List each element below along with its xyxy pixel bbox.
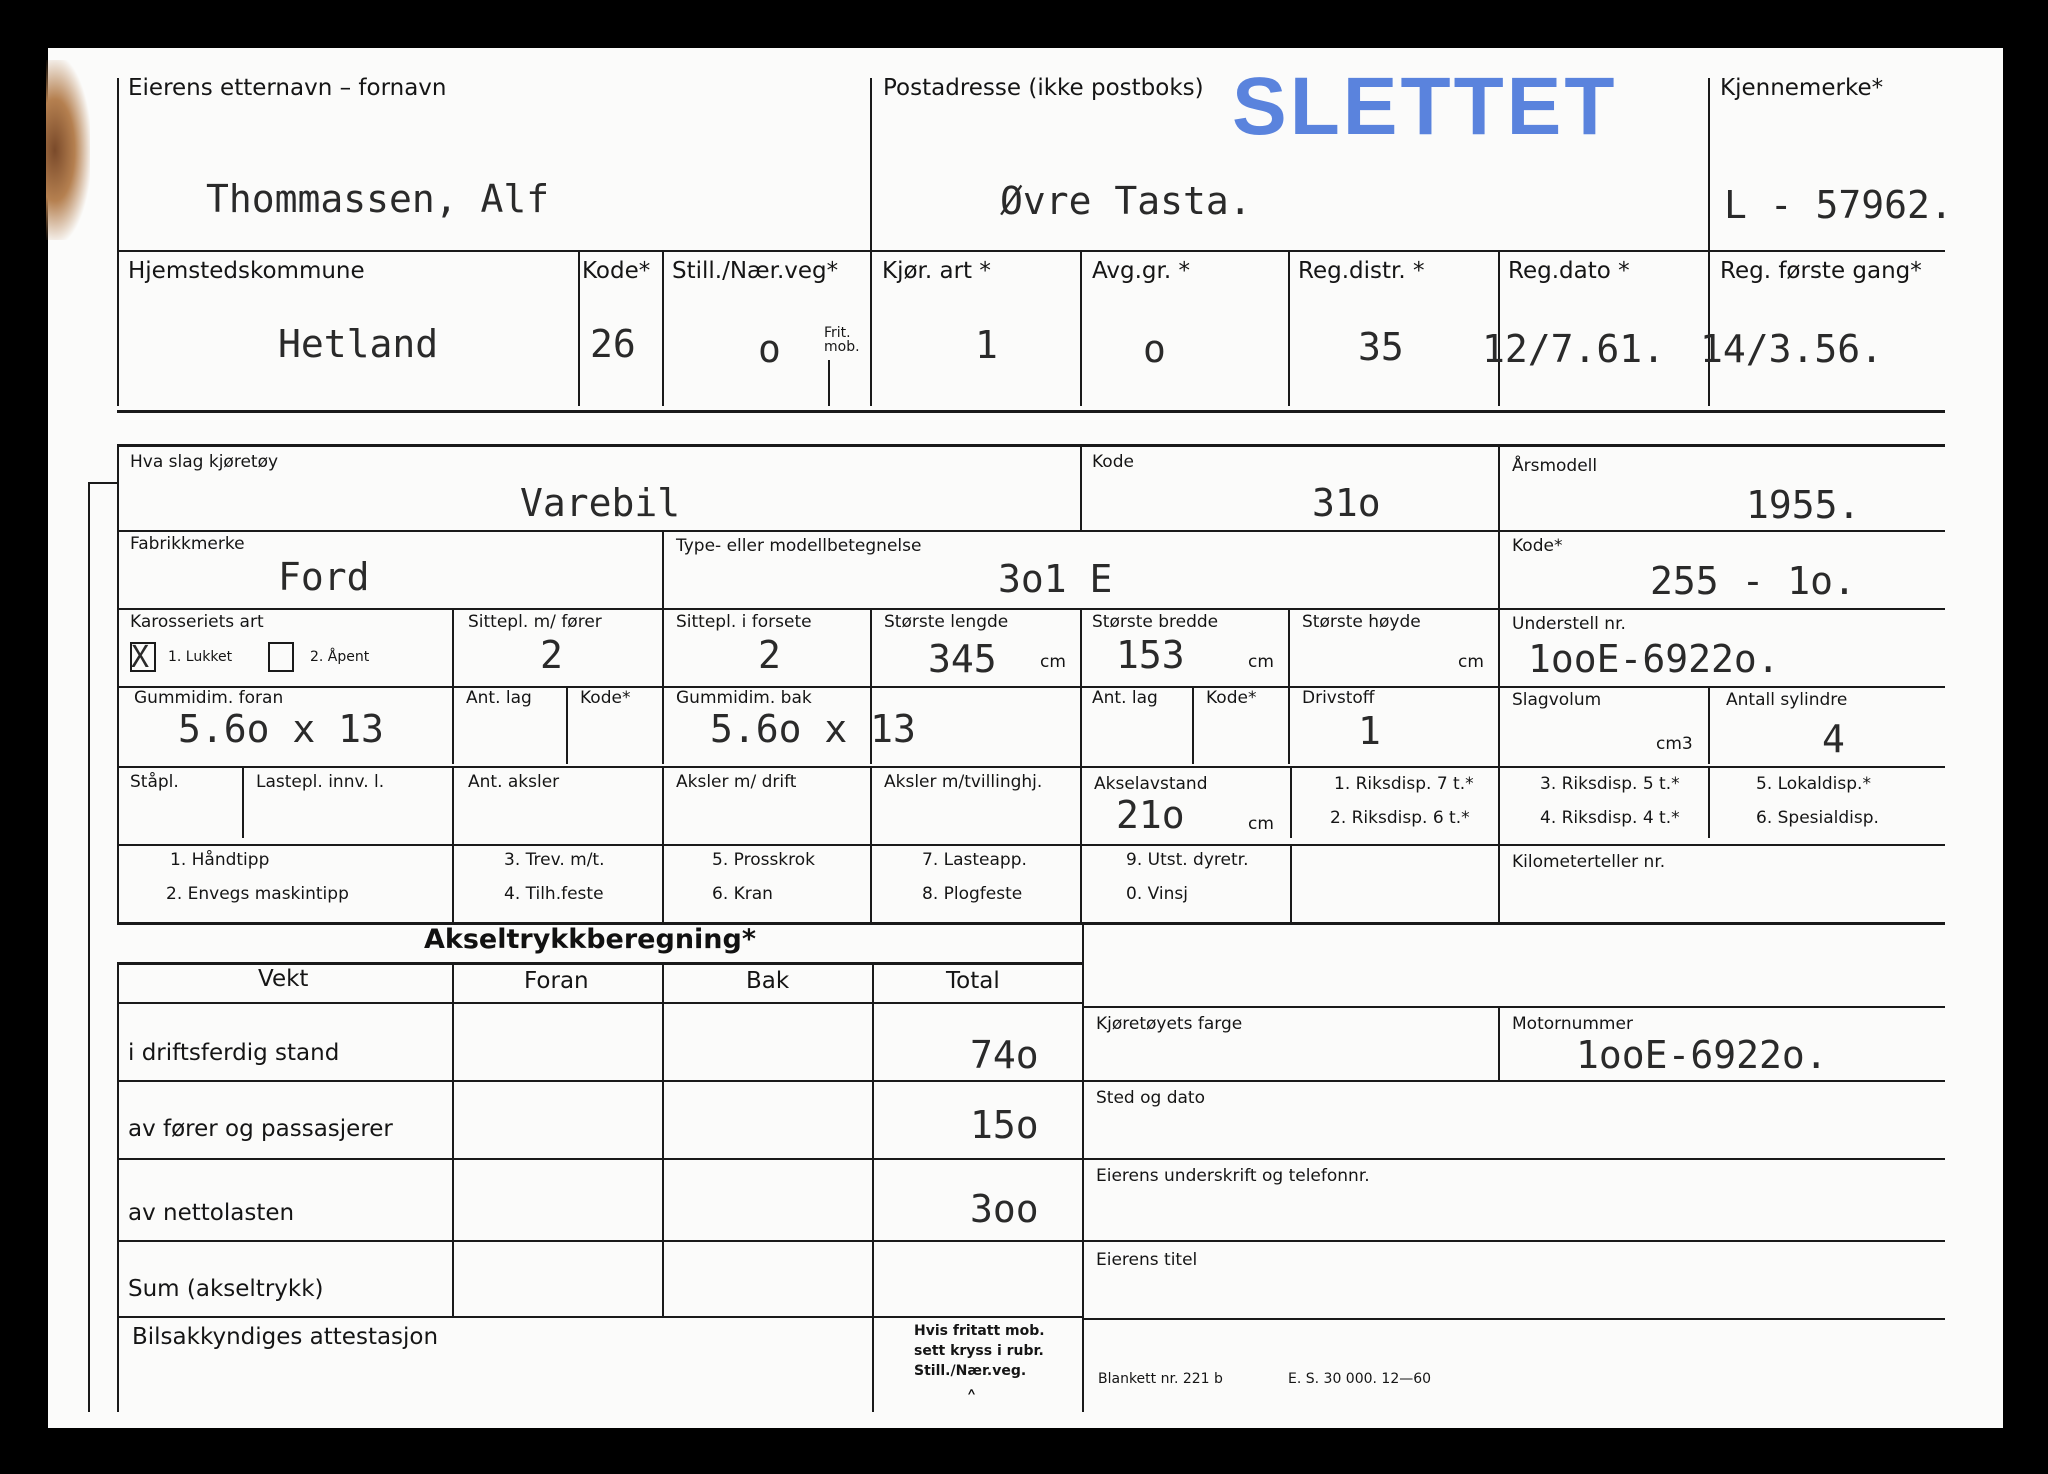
frame-line [452, 964, 454, 1316]
forste-value: 14/3.56. [1700, 327, 1884, 371]
equip8-label: 8. Plogfeste [922, 884, 1023, 904]
bredde-label: Største bredde [1092, 612, 1219, 632]
frame-line [117, 250, 1945, 252]
gummi-bak-value: 5.6o x 13 [710, 707, 916, 751]
owner-value: Thommassen, Alf [206, 177, 550, 221]
frame-line [566, 688, 568, 764]
frame-line [578, 252, 580, 406]
equip1-label: 1. Håndtipp [170, 850, 270, 870]
forste-label: Reg. første gang* [1720, 258, 1922, 284]
kode2-value: 255 - 1o. [1650, 559, 1856, 603]
sitt-forer-label: Sittepl. m/ fører [468, 612, 602, 632]
sitt-forsete-value: 2 [758, 633, 781, 677]
plate-label: Kjennemerke* [1720, 75, 1884, 101]
col-vekt: Vekt [258, 966, 309, 992]
row-total: 15o [970, 1103, 1039, 1147]
frame-line [1082, 924, 1084, 1412]
attest-label: Bilsakkyndiges attestasjon [132, 1324, 439, 1350]
lastepl-label: Lastepl. innv. l. [256, 772, 385, 792]
drivstoff-value: 1 [1358, 709, 1381, 753]
regdistr-value: 35 [1358, 325, 1404, 369]
lengde-label: Største lengde [884, 612, 1009, 632]
equip4-label: 4. Tilh.feste [504, 884, 604, 904]
sylindre-value: 4 [1822, 717, 1845, 761]
kode-bak-label: Kode* [1206, 688, 1257, 708]
km-label: Kilometerteller nr. [1512, 852, 1666, 872]
drivstoff-label: Drivstoff [1302, 688, 1375, 708]
frame-line [1192, 688, 1194, 764]
model-value: 3o1 E [998, 557, 1113, 601]
type-label: Hva slag kjøretøy [130, 452, 279, 472]
slettet-stamp: SLETTET [1232, 61, 1618, 152]
riks1-label: 1. Riksdisp. 7 t.* [1334, 774, 1474, 794]
understell-value: 1ooE-6922o. [1528, 637, 1780, 681]
col-total: Total [946, 968, 1000, 994]
row-label: Sum (akseltrykk) [128, 1276, 324, 1302]
still-note: Frit. mob. [824, 325, 860, 355]
home-label: Hjemstedskommune [128, 258, 365, 284]
frame-line [1084, 1318, 1945, 1320]
year-label: Årsmodell [1512, 456, 1598, 476]
still-value: o [758, 327, 781, 371]
frame-line [117, 1240, 1083, 1242]
regdato-value: 12/7.61. [1482, 327, 1666, 371]
row-label: av nettolasten [128, 1200, 295, 1226]
col-foran: Foran [524, 968, 589, 994]
riks3-label: 3. Riksdisp. 5 t.* [1540, 774, 1680, 794]
hoyde-unit: cm [1458, 652, 1484, 672]
gummi-foran-value: 5.6o x 13 [178, 707, 384, 751]
checkbox-mark: X [131, 640, 150, 675]
frame-line [117, 922, 1945, 925]
year-value: 1955. [1746, 483, 1861, 527]
akselavstand-label: Akselavstand [1094, 774, 1208, 794]
karosseri-label: Karosseriets art [130, 612, 264, 632]
home-value: Hetland [278, 322, 439, 366]
frame-line [117, 1080, 1083, 1082]
row-total: 74o [970, 1033, 1039, 1077]
frame-line [117, 444, 1945, 447]
kjor-value: 1 [975, 323, 998, 367]
kode-label: Kode* [582, 258, 651, 284]
type-value: Varebil [520, 481, 681, 525]
frame-line [828, 360, 830, 406]
riks2-label: 2. Riksdisp. 6 t.* [1330, 808, 1470, 828]
avg-label: Avg.gr. * [1092, 258, 1190, 284]
frame-line [1498, 446, 1500, 922]
frame-line [1080, 252, 1082, 406]
frame-line [1498, 1006, 1500, 1080]
frame-line [1080, 446, 1082, 530]
frame-line [1290, 846, 1292, 922]
motor-value: 1ooE-6922o. [1576, 1033, 1828, 1077]
gummi-bak-label: Gummidim. bak [676, 688, 812, 708]
axle-calc-title: Akseltrykkberegning* [424, 924, 756, 955]
avg-value: o [1143, 327, 1166, 371]
kode-vehicle-value: 31o [1312, 481, 1381, 525]
arrow-up-icon: ˄ [966, 1388, 977, 1413]
aksler-drift-label: Aksler m/ drift [676, 772, 797, 792]
regdato-label: Reg.dato * [1508, 258, 1630, 284]
row-label: av fører og passasjerer [128, 1116, 393, 1142]
frame-line [117, 766, 1945, 768]
frame-line [662, 964, 664, 1316]
stapl-label: Ståpl. [130, 772, 179, 792]
frame-line [117, 444, 119, 924]
row-label: i driftsferdig stand [128, 1040, 340, 1066]
frame-line [1708, 688, 1710, 764]
frame-line [117, 844, 1945, 846]
antlag-label: Ant. lag [466, 688, 532, 708]
akselavstand-unit: cm [1248, 814, 1274, 834]
frame-line [117, 962, 119, 1412]
equip9-label: 9. Utst. dyretr. [1126, 850, 1249, 870]
kjor-label: Kjør. art * [882, 258, 991, 284]
kode-tyre-label: Kode* [580, 688, 631, 708]
sylindre-label: Antall sylindre [1726, 690, 1848, 710]
kode-value: 26 [590, 322, 636, 366]
address-value: Øvre Tasta. [1000, 179, 1252, 223]
frame-line [88, 482, 118, 484]
farge-label: Kjøretøyets farge [1096, 1014, 1243, 1034]
checkbox-apent[interactable] [268, 642, 294, 672]
opt1-label: 1. Lukket [168, 649, 233, 665]
frame-line [88, 482, 90, 1412]
make-label: Fabrikkmerke [130, 534, 245, 554]
frame-line [872, 964, 874, 1412]
frame-line [1084, 1080, 1945, 1082]
aksler-tvilling-label: Aksler m/tvillinghj. [884, 772, 1043, 792]
lengde-value: 345 [928, 637, 997, 681]
frame-line [1290, 768, 1292, 838]
frame-line [1708, 768, 1710, 838]
equip5-label: 5. Prosskrok [712, 850, 816, 870]
kode2-label: Kode* [1512, 536, 1563, 556]
note-line1: Hvis fritatt mob. [914, 1323, 1045, 1339]
spesial-label: 6. Spesialdisp. [1756, 808, 1879, 828]
understell-label: Understell nr. [1512, 614, 1626, 634]
akselavstand-value: 21o [1116, 793, 1185, 837]
lengde-unit: cm [1040, 652, 1066, 672]
kode-vehicle-label: Kode [1092, 452, 1134, 472]
equip0-label: 0. Vinsj [1126, 884, 1188, 904]
equip7-label: 7. Lasteapp. [922, 850, 1027, 870]
frame-line [117, 1002, 1083, 1004]
slagvolum-unit: cm3 [1656, 734, 1693, 754]
bredde-unit: cm [1248, 652, 1274, 672]
antlag-bak-label: Ant. lag [1092, 688, 1158, 708]
frame-line [242, 768, 244, 838]
frame-line [117, 78, 119, 406]
lokal-label: 5. Lokaldisp.* [1756, 774, 1871, 794]
equip3-label: 3. Trev. m/t. [504, 850, 605, 870]
gummi-foran-label: Gummidim. foran [134, 688, 284, 708]
equip2-label: 2. Envegs maskintipp [166, 884, 349, 904]
frame-line [117, 410, 1945, 413]
sitt-forer-value: 2 [540, 633, 563, 677]
note-line3: Still./Nær.veg. [914, 1363, 1027, 1379]
frame-line [662, 532, 664, 764]
frame-line [117, 686, 1945, 688]
sted-label: Sted og dato [1096, 1088, 1205, 1108]
hoyde-label: Største høyde [1302, 612, 1421, 632]
plate-value: L - 57962. [1724, 183, 1953, 227]
owner-label: Eierens etternavn – fornavn [128, 75, 447, 101]
address-label: Postadresse (ikke postboks) [883, 75, 1204, 101]
sitt-forsete-label: Sittepl. i forsete [676, 612, 812, 632]
frame-line [870, 78, 872, 406]
make-value: Ford [278, 555, 370, 599]
frame-line [117, 608, 1945, 610]
frame-line [1288, 252, 1290, 406]
frame-line [1084, 1006, 1945, 1008]
print-label: E. S. 30 000. 12—60 [1288, 1371, 1432, 1387]
row-total: 3oo [970, 1187, 1039, 1231]
blankett-label: Blankett nr. 221 b [1098, 1371, 1223, 1387]
frame-line [662, 252, 664, 406]
opt2-label: 2. Åpent [310, 649, 370, 665]
edge-stain [46, 60, 90, 240]
riks4-label: 4. Riksdisp. 4 t.* [1540, 808, 1680, 828]
equip6-label: 6. Kran [712, 884, 773, 904]
model-label: Type- eller modellbetegnelse [676, 536, 922, 556]
bredde-value: 153 [1116, 633, 1185, 677]
frame-line [117, 1316, 1083, 1318]
slagvolum-label: Slagvolum [1512, 690, 1602, 710]
underskrift-label: Eierens underskrift og telefonnr. [1096, 1166, 1370, 1186]
frame-line [117, 1158, 1083, 1160]
ant-aksler-label: Ant. aksler [468, 772, 560, 792]
frame-line [117, 962, 1083, 965]
frame-line [1084, 1158, 1945, 1160]
note-line2: sett kryss i rubr. [914, 1343, 1044, 1359]
still-label: Still./Nær.veg* [672, 258, 839, 284]
frame-line [1084, 1240, 1945, 1242]
regdistr-label: Reg.distr. * [1298, 258, 1425, 284]
frame-line [117, 530, 1945, 532]
titel-label: Eierens titel [1096, 1250, 1198, 1270]
col-bak: Bak [746, 968, 790, 994]
motor-label: Motornummer [1512, 1014, 1633, 1034]
